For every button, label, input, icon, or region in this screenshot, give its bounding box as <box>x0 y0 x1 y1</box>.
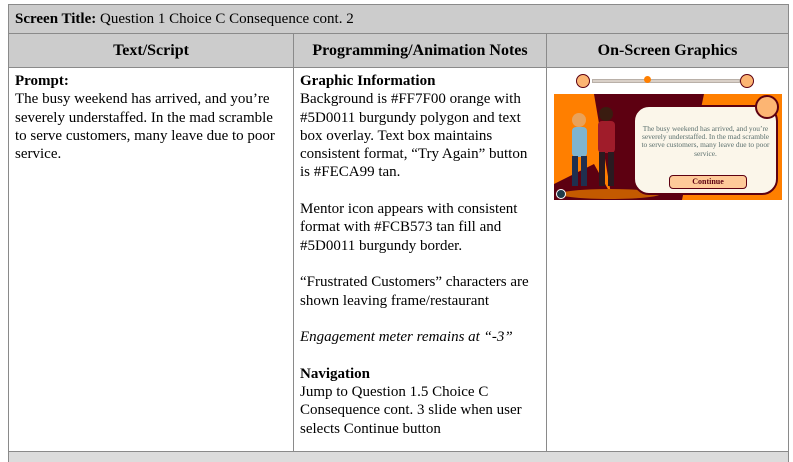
meter-indicator <box>644 76 651 83</box>
screen-title-cell <box>9 5 789 34</box>
customer-2-leg-left <box>599 152 605 186</box>
customer-1-head <box>572 113 586 127</box>
slide-scene <box>554 94 782 200</box>
happy-face-icon <box>740 74 754 88</box>
slide-text: The busy weekend has arrived, and you’re severely understaffed. In the mad scramble to serve customers, many leave due to poor service. <box>639 125 772 158</box>
on-screen-graphics-cell <box>547 68 789 452</box>
characters-note: “Frustrated Customers” characters are shown leaving frame/restaurant <box>300 273 540 310</box>
text-script-cell <box>9 68 294 452</box>
customer-1-leg-right <box>581 156 587 186</box>
header-on-screen-graphics: On-Screen Graphics <box>547 34 789 68</box>
column-header-row <box>9 34 789 68</box>
storyboard-table <box>8 4 789 462</box>
continue-button[interactable]: Continue <box>669 175 747 189</box>
customer-1-leg-left <box>572 156 578 186</box>
sad-face-icon <box>576 74 590 88</box>
next-row-partial <box>9 452 789 462</box>
navigation-heading: Navigation <box>300 366 370 382</box>
prompt-heading: Prompt: <box>15 73 69 89</box>
customer-2-leg-right <box>608 152 614 186</box>
navigation-text: Jump to Question 1.5 Choice C Consequence cont. 3 slide when user selects Continue button <box>300 383 540 438</box>
mentor-icon <box>755 95 779 119</box>
graphic-info-text: Background is #FF7F00 orange with #5D0011 burgundy polygon and text box overlay. Text box maintains consistent format, “Try Again” button is #FECA99 tan. <box>300 90 540 181</box>
prompt-text: The busy weekend has arrived, and you’re severely understaffed. In the mad scramble to serve customers, many leave due to poor service. <box>15 90 287 163</box>
meter-track <box>592 79 740 83</box>
menu-icon[interactable] <box>556 189 566 199</box>
screen-title-label: Screen Title: <box>15 11 96 27</box>
customer-2-body <box>598 121 615 153</box>
header-text-script: Text/Script <box>9 34 294 68</box>
header-programming-notes: Programming/Animation Notes <box>294 34 547 68</box>
customer-1-body <box>572 127 587 157</box>
slide-preview-image <box>554 74 782 200</box>
screen-title-value: Question 1 Choice C Consequence cont. 2 <box>100 11 354 27</box>
content-row <box>9 68 789 452</box>
engagement-meter <box>576 74 752 86</box>
programming-notes-cell <box>294 68 547 452</box>
screen-title-row <box>9 5 789 34</box>
engagement-meter-note: Engagement meter remains at “-3” <box>300 329 513 345</box>
graphic-info-heading: Graphic Information <box>300 73 435 89</box>
customer-2-head <box>599 107 613 121</box>
storyboard-document <box>8 4 788 462</box>
mentor-icon-note: Mentor icon appears with consistent format with #FCB573 tan fill and #5D0011 burgundy border. <box>300 200 540 255</box>
slide-text-box <box>633 105 778 195</box>
